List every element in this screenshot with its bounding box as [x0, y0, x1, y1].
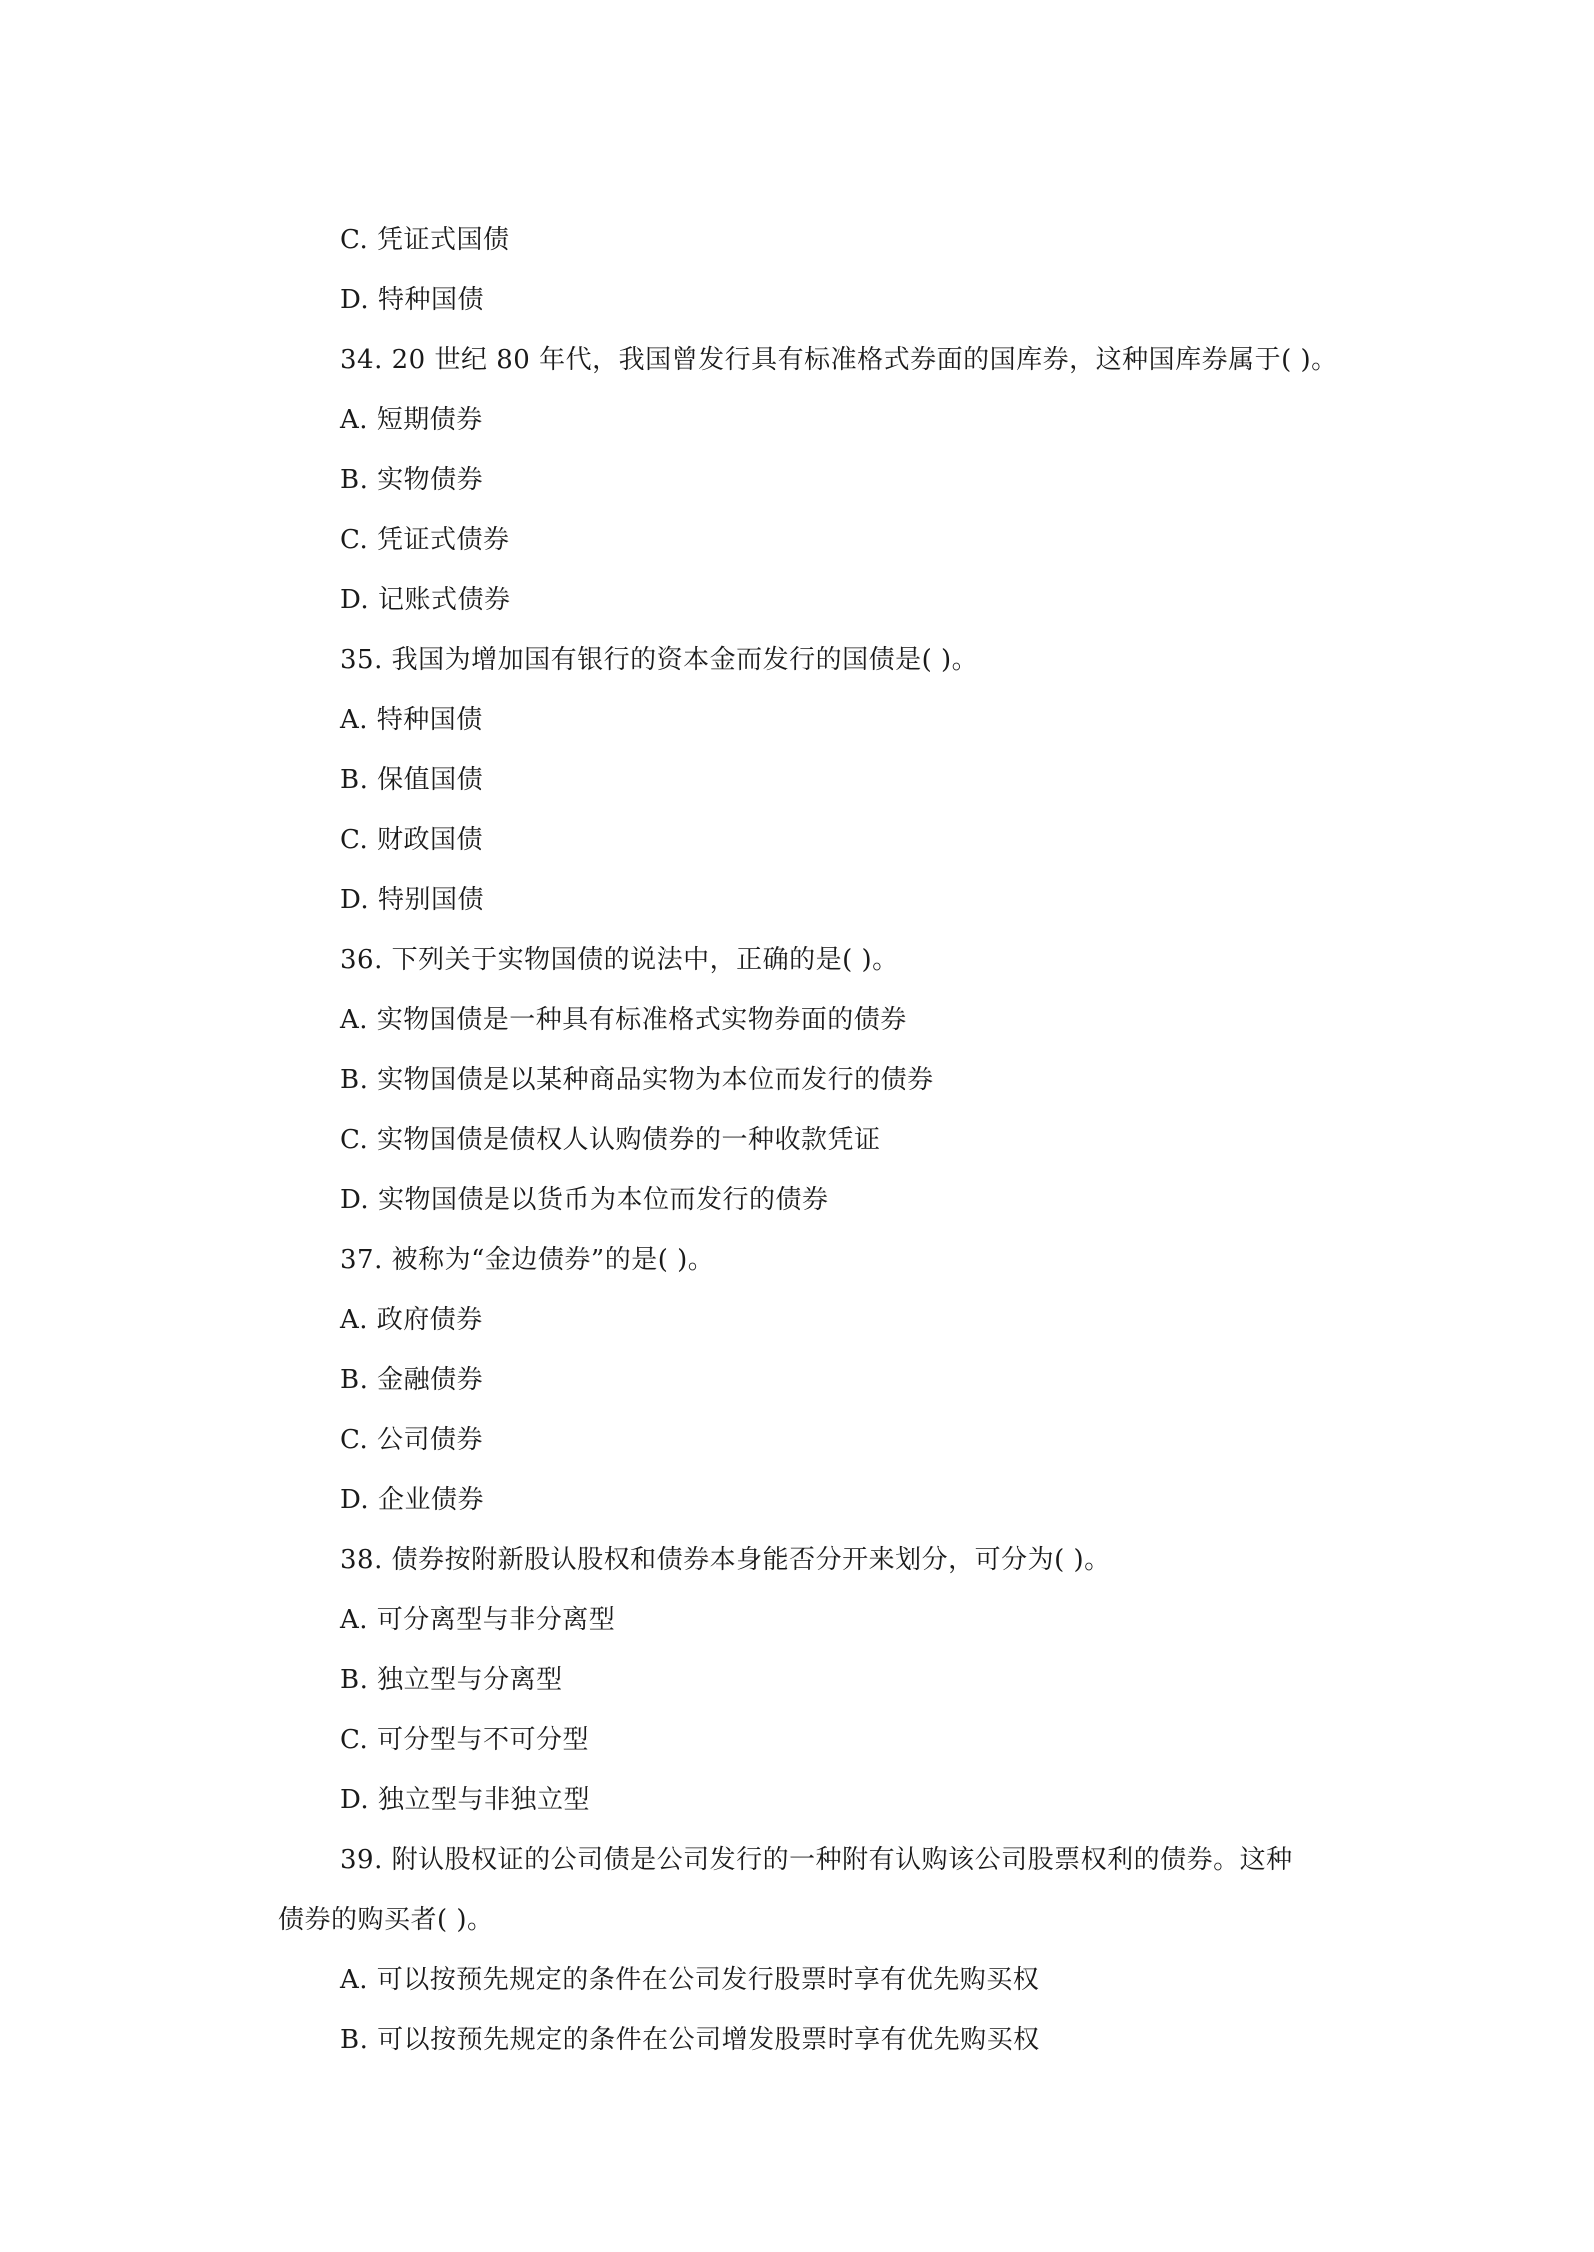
option-d-q37: D. 企业债券 [340, 1485, 484, 1515]
question-text-block [0, 210, 1594, 2070]
option-d-q35: D. 特别国债 [340, 885, 484, 915]
question-39-continued: 债券的购买者( )。 [278, 1905, 494, 1935]
question-38: 38. 债券按附新股认股权和债券本身能否分开来划分，可分为( )。 [340, 1545, 1111, 1575]
option-c-q38: C. 可分型与不可分型 [340, 1725, 589, 1755]
option-a-q34: A. 短期债券 [340, 405, 483, 435]
option-c-q36: C. 实物国债是债权人认购债券的一种收款凭证 [340, 1125, 881, 1155]
option-c-q37: C. 公司债券 [340, 1425, 483, 1455]
option-d-q33: D. 特种国债 [340, 285, 484, 315]
option-d-q38: D. 独立型与非独立型 [340, 1785, 590, 1815]
option-b-q39: B. 可以按预先规定的条件在公司增发股票时享有优先购买权 [340, 2025, 1040, 2055]
option-b-q38: B. 独立型与分离型 [340, 1665, 563, 1695]
question-39: 39. 附认股权证的公司债是公司发行的一种附有认购该公司股票权利的债券。这种 [340, 1845, 1293, 1875]
option-b-q36: B. 实物国债是以某种商品实物为本位而发行的债券 [340, 1065, 934, 1095]
option-a-q35: A. 特种国债 [340, 705, 483, 735]
option-c-q33: C. 凭证式国债 [340, 225, 510, 255]
option-a-q36: A. 实物国债是一种具有标准格式实物券面的债券 [340, 1005, 907, 1035]
option-d-q36: D. 实物国债是以货币为本位而发行的债券 [340, 1185, 829, 1215]
question-34: 34. 20 世纪 80 年代，我国曾发行具有标准格式券面的国库券，这种国库券属于( )。 [340, 345, 1338, 375]
option-a-q37: A. 政府债券 [340, 1305, 483, 1335]
option-d-q34: D. 记账式债券 [340, 585, 511, 615]
option-b-q35: B. 保值国债 [340, 765, 484, 795]
option-c-q35: C. 财政国债 [340, 825, 483, 855]
option-a-q38: A. 可分离型与非分离型 [340, 1605, 616, 1635]
question-35: 35. 我国为增加国有银行的资本金而发行的国债是( )。 [340, 645, 979, 675]
option-b-q37: B. 金融债券 [340, 1365, 484, 1395]
option-a-q39: A. 可以按预先规定的条件在公司发行股票时享有优先购买权 [340, 1965, 1040, 1995]
question-36: 36. 下列关于实物国债的说法中，正确的是( )。 [340, 945, 899, 975]
option-c-q34: C. 凭证式债券 [340, 525, 510, 555]
option-b-q34: B. 实物债券 [340, 465, 484, 495]
question-37: 37. 被称为“金边债券”的是( )。 [340, 1245, 715, 1275]
